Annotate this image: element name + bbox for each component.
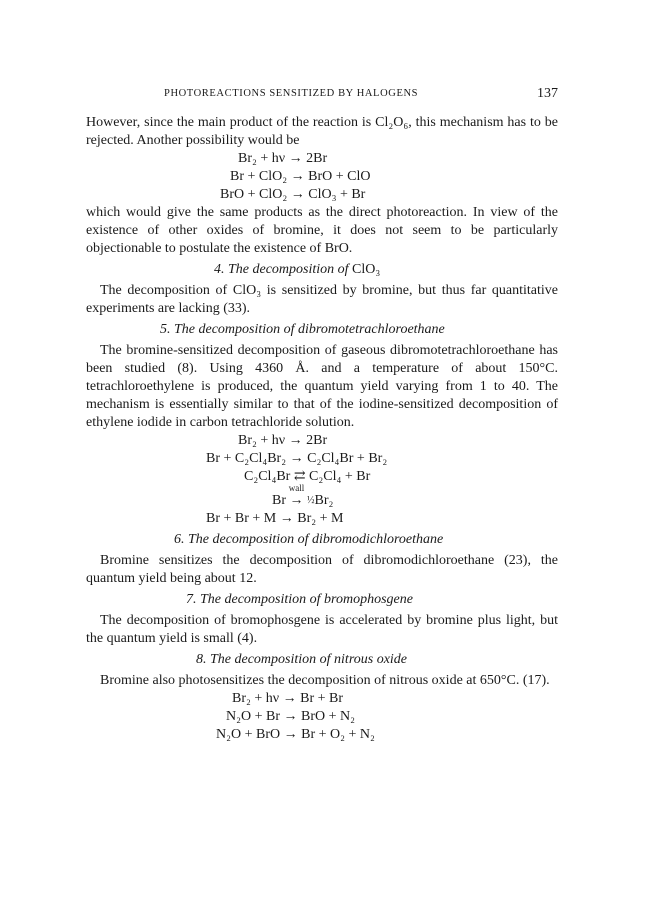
paragraph: which would give the same products as the direct photoreaction. In view of the existence of other oxides of bromine, it does not seem to be particularly objectionable to postulate the existence of BrO. xyxy=(86,205,558,256)
section-number: 6. xyxy=(174,532,185,547)
paragraph: Bromine sensitizes the decomposition of dibromodichloroethane (23), the quantum yield being about 12. xyxy=(86,553,558,586)
section-title: The decomposition of dibromodichloroethane xyxy=(188,532,444,547)
section-heading xyxy=(86,591,558,609)
section-title: The decomposition of xyxy=(228,262,349,277)
equation: Br₂ + hν → 2Br xyxy=(238,151,328,166)
wall-left: Br xyxy=(272,493,286,508)
section-number: 4. xyxy=(214,262,225,277)
equation: Br + ClO₂ → BrO + ClO xyxy=(230,169,371,184)
equation: BrO + ClO₂ → ClO₃ + Br xyxy=(220,187,366,202)
paragraph: The decomposition of ClO₃ is sensitized by bromine, but thus far quantitative experiments are lacking (33). xyxy=(86,283,558,316)
equation: N₂O + BrO → Br + O₂ + N₂ xyxy=(216,727,375,742)
section-number: 7. xyxy=(186,592,197,607)
equation: Br + C₂Cl₄Br₂ → C₂Cl₄Br + Br₂ xyxy=(206,451,388,466)
section-chem: ClO₃ xyxy=(352,262,381,277)
equation-wall xyxy=(86,483,558,510)
wall-arrow xyxy=(288,483,305,510)
equation: Br₂ + hν → 2Br xyxy=(238,433,328,448)
paragraph: Bromine also photosensitizes the decomposition of nitrous oxide at 650°C. (17). xyxy=(100,673,550,688)
paragraph: The bromine-sensitized decomposition of gaseous dibromotetrachloroethane has been studied (8). Using 4360 Å. and a temperature of about 150°C. tetrachloroethylene is produced, the quantum yield varying from 1 to 40. The mechanism is essentially similar to that of the iodine-sensitized decomposition of ethylene iodide in carbon tetrachloride solution. xyxy=(86,343,558,430)
section-heading xyxy=(86,321,558,339)
section-number: 5. xyxy=(160,322,171,337)
wall-label: wall xyxy=(288,483,305,493)
half-fraction: ½ xyxy=(307,495,315,506)
equation: Br + Br + M → Br₂ + M xyxy=(206,511,344,526)
page-body xyxy=(86,114,558,744)
equation: N₂O + Br → BrO + N₂ xyxy=(226,709,355,724)
paragraph: However, since the main product of the reaction is Cl₂O₆, this mechanism has to be rejected. Another possibility would be xyxy=(86,115,558,148)
section-heading xyxy=(86,531,558,549)
running-title: PHOTOREACTIONS SENSITIZED BY HALOGENS xyxy=(164,88,419,99)
section-title: The decomposition of nitrous oxide xyxy=(210,652,408,667)
arrow-glyph: → xyxy=(289,493,304,508)
section-number: 8. xyxy=(196,652,207,667)
page-header xyxy=(86,86,558,104)
section-title: The decomposition of bromophosgene xyxy=(200,592,413,607)
section-heading xyxy=(86,651,558,669)
section-title: The decomposition of dibromotetrachloroethane xyxy=(174,322,445,337)
equation: C₂Cl₄Br ⇄ C₂Cl₄ + Br xyxy=(244,469,371,484)
section-heading xyxy=(86,261,558,279)
paragraph: The decomposition of bromophosgene is accelerated by bromine plus light, but the quantum yield is small (4). xyxy=(86,613,558,646)
equation: Br₂ + hν → Br + Br xyxy=(232,691,344,706)
page-number: 137 xyxy=(537,86,558,101)
wall-right: Br₂ xyxy=(314,493,334,508)
